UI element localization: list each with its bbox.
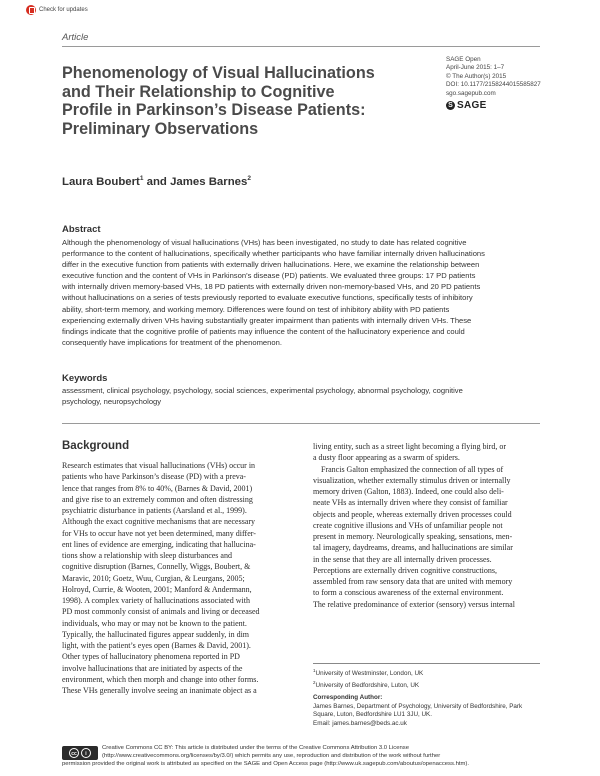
body-line: neate VHs as internally driven where they consist of familiar [313, 498, 508, 508]
sage-logo-icon: S [446, 101, 455, 110]
abstract-line: without hallucinations on a series of tests previously reported to evaluate executive functions, specifically tests of inhibitory [62, 293, 473, 303]
body-line: Maravic, 2010; Goetz, Wuu, Curgian, & Leurgans, 2005; [62, 573, 245, 583]
check-for-updates-badge[interactable] [26, 5, 88, 15]
abstract-line: ability, short-term memory, and working memory. Differences were found on test of inhibitory ability with PD patients [62, 304, 450, 314]
affiliation-marker: 2 [313, 679, 316, 685]
corresponding-author-line: James Barnes, Department of Psychology, University of Bedfordshire, Park [313, 702, 523, 710]
author-joiner: and [143, 175, 171, 188]
body-column-right [313, 441, 553, 610]
abstract-line: performance to the content of hallucinations, specifically whether participants who have familiar internally driven hallucinations [62, 249, 485, 259]
body-line: involve hallucinations that are initiated by aspects of the [62, 663, 243, 673]
affiliation-text: University of Westminster, London, UK [315, 670, 424, 678]
license-text [62, 744, 557, 768]
body-line: psychiatric disturbance in patients (Aarsland et al., 1999). [62, 506, 247, 515]
article-type-label: Article [62, 32, 89, 43]
abstract-line: Although the phenomenology of visual hallucinations (VHs) has been investigated, no study to date has related cognitive [62, 238, 467, 247]
body-line: Typically, the hallucinated figures appear suddenly, in dim [62, 629, 250, 639]
background-heading: Background [62, 440, 130, 452]
body-line: Although the exact cognitive mechanisms that are necessary [62, 517, 256, 527]
body-line: Holroyd, Currie, & Wooten, 2001; Manford & Andermann, [62, 584, 252, 594]
abstract-line: differ in the executive function from patients with externally driven hallucinations. Here, we examine the relationship between [62, 260, 480, 270]
body-line: memory driven (Galton, 1883). Indeed, one could also deli- [313, 487, 504, 496]
body-line: tions show a relationship with sleep disturbances and [62, 551, 232, 560]
keywords-line: psychology, neuropsychology [62, 397, 162, 407]
abstract-line: consequently have implications for treatment of the phenomenon. [62, 337, 282, 347]
abstract-body [62, 237, 555, 348]
author-name: James Barnes [170, 175, 248, 188]
sage-logo [446, 100, 487, 111]
keywords-heading: Keywords [62, 373, 108, 384]
footnote-divider [313, 663, 540, 664]
title-line: Phenomenology of Visual Hallucinations [62, 64, 375, 82]
creative-commons-icon: cc [69, 748, 79, 758]
affiliation-footnote [313, 667, 553, 679]
body-line: visualization, whether externally stimulus driven or internally [313, 475, 511, 485]
title-line: Preliminary Observations [62, 119, 259, 138]
section-divider [62, 423, 540, 424]
check-for-updates-label: Check for updates [39, 7, 88, 13]
body-line: for VHs to occur have not yet been determined, many differ- [62, 528, 256, 538]
body-line: These VHs generally involve seeing an inanimate object as a [62, 686, 257, 695]
affiliation-footnote [313, 679, 553, 691]
body-line: individuals, who may or may not be known to the patient. [62, 618, 247, 628]
title-line: Profile in Parkinson’s Disease Patients: [62, 101, 366, 119]
body-line: a dusty floor appearing as a swarm of spiders. [313, 453, 460, 463]
crossmark-icon [26, 5, 36, 15]
license-line: Creative Commons CC BY: This article is distributed under the terms of the Creative Commons Attribution 3.0 License [102, 745, 409, 751]
affiliation-marker: 1 [313, 668, 316, 673]
abstract-line: executive function and the content of VHs in Parkinson’s disease (PD) patients. We evaluated three groups: 17 PD patients [62, 271, 476, 281]
author-list [62, 175, 251, 188]
body-line: lence that ranges from 8% to 40%, (Barnes & David, 2001) [62, 483, 253, 493]
body-line: environment, which then morph and change into other forms. [62, 674, 259, 684]
body-line: Other types of hallucinatory phenomena reported in PD [62, 652, 240, 662]
affiliation-text: University of Bedfordshire, Luton, UK [315, 681, 420, 689]
article-title [62, 64, 442, 138]
corresponding-author-line: Square, Luton, Bedfordshire LU1 3JU, UK. [313, 711, 433, 719]
copyright: © The Author(s) 2015 [446, 72, 507, 80]
body-line: Perceptions are externally driven cognitive constructions, [313, 565, 497, 575]
journal-issue: April-June 2015: 1–7 [446, 64, 505, 72]
body-line: patients who have Parkinson’s disease (PD) with a preva- [62, 472, 246, 482]
keywords-body [62, 385, 555, 407]
body-line: cognitive disruption (Barnes, Connelly, Wiggs, Boubert, & [62, 562, 251, 572]
attribution-icon: i [81, 748, 91, 758]
corresponding-author-heading: Corresponding Author: [313, 694, 383, 702]
body-line: light, with the patient’s eyes open (Barnes & David, 2001). [62, 641, 251, 650]
author-name: Laura Boubert [62, 175, 140, 188]
abstract-line: with internally driven memory-based VHs, 18 PD patients with externally driven non-memory-based VHs, and 20 PD patients [62, 282, 481, 292]
body-line: objects and people, whereas externally driven processes could [313, 509, 512, 519]
affiliation-marker: 2 [247, 175, 251, 182]
body-line: PD most commonly consist of animals and living or deceased [62, 607, 260, 617]
keywords-line: assessment, clinical psychology, psychology, social sciences, experimental psychology, abnormal psychology, cognitive [62, 386, 463, 395]
body-line: living entity, such as a street light becoming a flying bird, or [313, 442, 506, 451]
abstract-line: experiencing externally driven VHs having substantially greater impairment than patients with internally driven VHs. These [62, 315, 472, 325]
affiliation-marker: 1 [139, 175, 144, 182]
body-line: in the sense that they are all internally driven processes. [313, 554, 492, 564]
sage-logo-word: SAGE [457, 100, 487, 111]
title-line: and Their Relationship to Cognitive [62, 82, 335, 101]
header-divider [62, 46, 540, 47]
body-line: The relative predominance of exterior (sensory) versus internal [313, 599, 515, 609]
journal-info [446, 56, 586, 98]
body-line: present in memory. Neurologically speaking, sensations, men- [313, 532, 513, 541]
body-line: to form a conscious awareness of the external environment. [313, 588, 504, 598]
body-line: Francis Galton emphasized the connection of all types of [313, 464, 504, 474]
body-line: assembled from raw sensory data that are united with memory [313, 577, 513, 586]
journal-url[interactable]: sgo.sagepub.com [446, 89, 496, 97]
license-line: permission provided the original work is attributed as specified on the SAGE and Open Access page (http://www.uk.sagepub.com/aboutus/openaccess.htm). [62, 761, 470, 767]
abstract-heading: Abstract [62, 224, 101, 235]
corresponding-author-email[interactable]: Email: james.barnes@beds.ac.uk [313, 719, 407, 727]
body-column-left [62, 460, 302, 696]
footnotes [313, 667, 553, 728]
abstract-line: findings indicate that the cognitive profile of patients may influence the content of the hallucinatory experience and could [62, 326, 465, 336]
body-line: 1998). A complex variety of hallucinations associated with [62, 596, 250, 605]
doi[interactable]: DOI: 10.1177/2158244015585827 [446, 81, 541, 89]
body-line: Research estimates that visual hallucinations (VHs) occur in [62, 461, 256, 470]
body-line: create cognitive illusions and VHs of unfamiliar people not [313, 520, 503, 530]
body-line: tal imagery, daydreams, dreams, and hallucinations are similar [313, 543, 513, 553]
journal-name: SAGE Open [446, 56, 481, 63]
body-line: and give rise to an extremely common and often distressing [62, 494, 253, 504]
body-line: ent lines of evidence are emerging, indicating that hallucina- [62, 539, 256, 549]
license-line: (http://www.creativecommons.org/licenses/by/3.0/) which permits any use, reproduction and distribution of the work without further [102, 753, 441, 759]
